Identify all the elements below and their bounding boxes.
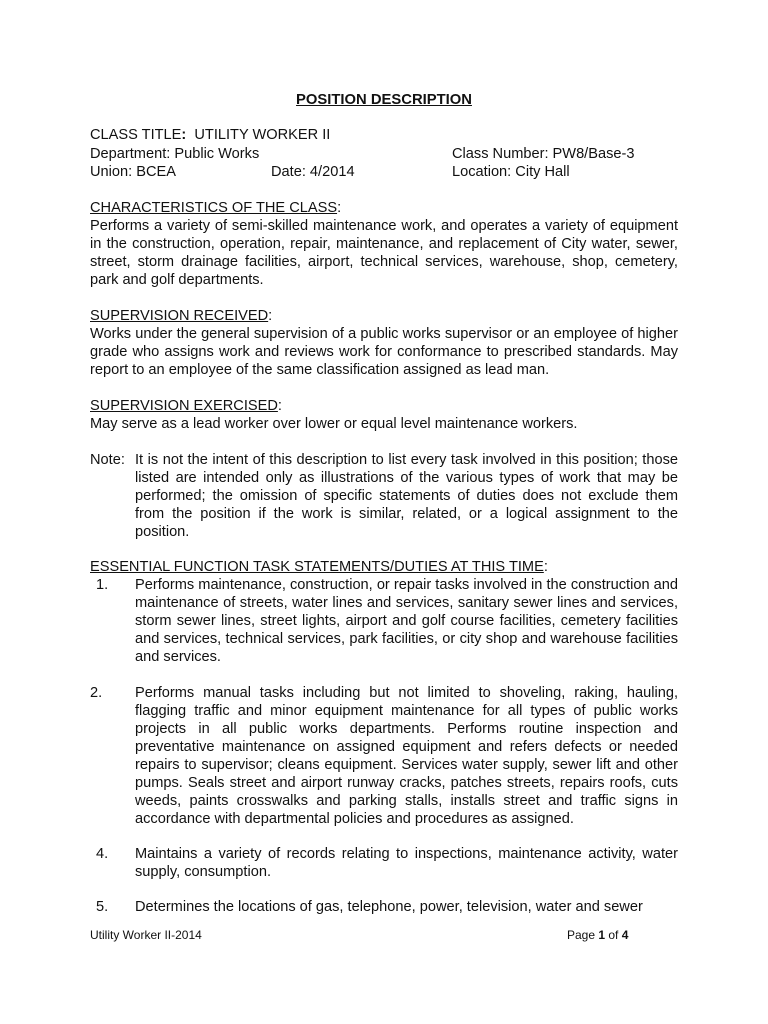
class-title-value: UTILITY WORKER II [194, 127, 331, 143]
class-title-colon: : [181, 127, 187, 143]
footer-page-number: Page 1 of 4 [567, 928, 629, 942]
union: Union: BCEA [90, 164, 176, 180]
characteristics-heading: CHARACTERISTICS OF THE CLASS: [90, 200, 342, 216]
note-label: Note: [90, 452, 125, 468]
essential-heading: ESSENTIAL FUNCTION TASK STATEMENTS/DUTIES AT THIS TIME: [90, 559, 548, 575]
supervision-received-text: Works under the general supervision of a public works supervisor or an employee of higher grade who assigns work and reviews work for conformance to prescribed standards. May report to an employee of the same classification assigned as lead man. [90, 326, 678, 378]
class-title-label: CLASS TITLE [90, 127, 182, 143]
supervision-exercised-text: May serve as a lead worker over lower or equal level maintenance workers. [90, 416, 578, 432]
item-number: 2. [90, 685, 103, 701]
item-text: Performs maintenance, construction, or repair tasks involved in the construction and maintenance of streets, water lines and services, sanitary sewer lines and services, storm sewer lines, street lights, airport and golf course facilities, cemetery facilities and services, technical services, park facilities, or city shop and warehouse facilities and services. [135, 577, 678, 665]
item-text: Performs manual tasks including but not limited to shoveling, raking, hauling, flagging traffic and minor equipment maintenance for all types of public works projects in all public works departments. Performs routine inspection and preventative maintenance on assigned equipment and refers defects or needed repairs to supervisor; cleans equipment. Services water supply, sewer lift and other pumps. Seals street and airport runway cracks, patches streets, repairs roofs, cuts weeds, paints crosswalks and parking stalls, installs street and traffic signs in accordance with departmental policies and procedures as assigned. [135, 685, 678, 827]
item-number: 1. [96, 577, 109, 593]
list-item [90, 576, 678, 666]
item-number: 4. [96, 846, 109, 862]
note [90, 451, 678, 541]
item-number: 5. [96, 899, 109, 915]
document-title: POSITION DESCRIPTION [296, 92, 472, 108]
characteristics-text: Performs a variety of semi-skilled maintenance work, and operates a variety of equipment in the construction, operation, repair, maintenance, and replacement of City water, sewer, street, storm drainage facilities, airport, technical services, warehouse, shop, cemetery, park and golf departments. [90, 218, 678, 288]
list-item [90, 684, 678, 828]
class-title-line [90, 126, 330, 144]
item-text: Determines the locations of gas, telephone, power, television, water and sewer [135, 899, 643, 915]
supervision-received-heading: SUPERVISION RECEIVED: [90, 308, 273, 324]
list-item [90, 898, 678, 916]
supervision-exercised-heading: SUPERVISION EXERCISED: [90, 398, 282, 414]
location: Location: City Hall [452, 164, 570, 180]
class-number: Class Number: PW8/Base-3 [452, 146, 635, 162]
department: Department: Public Works [90, 146, 260, 162]
list-item [90, 845, 678, 881]
footer-document-name: Utility Worker II-2014 [90, 928, 202, 942]
date: Date: 4/2014 [271, 164, 355, 180]
item-text: Maintains a variety of records relating to inspections, maintenance activity, water supply, consumption. [135, 846, 678, 880]
note-text: It is not the intent of this description to list every task involved in this position; those listed are intended only as illustrations of the various types of work that may be performed; the omission of specific statements of duties does not exclude them from the position if the work is similar, related, or a logical assignment to the position. [135, 452, 678, 540]
